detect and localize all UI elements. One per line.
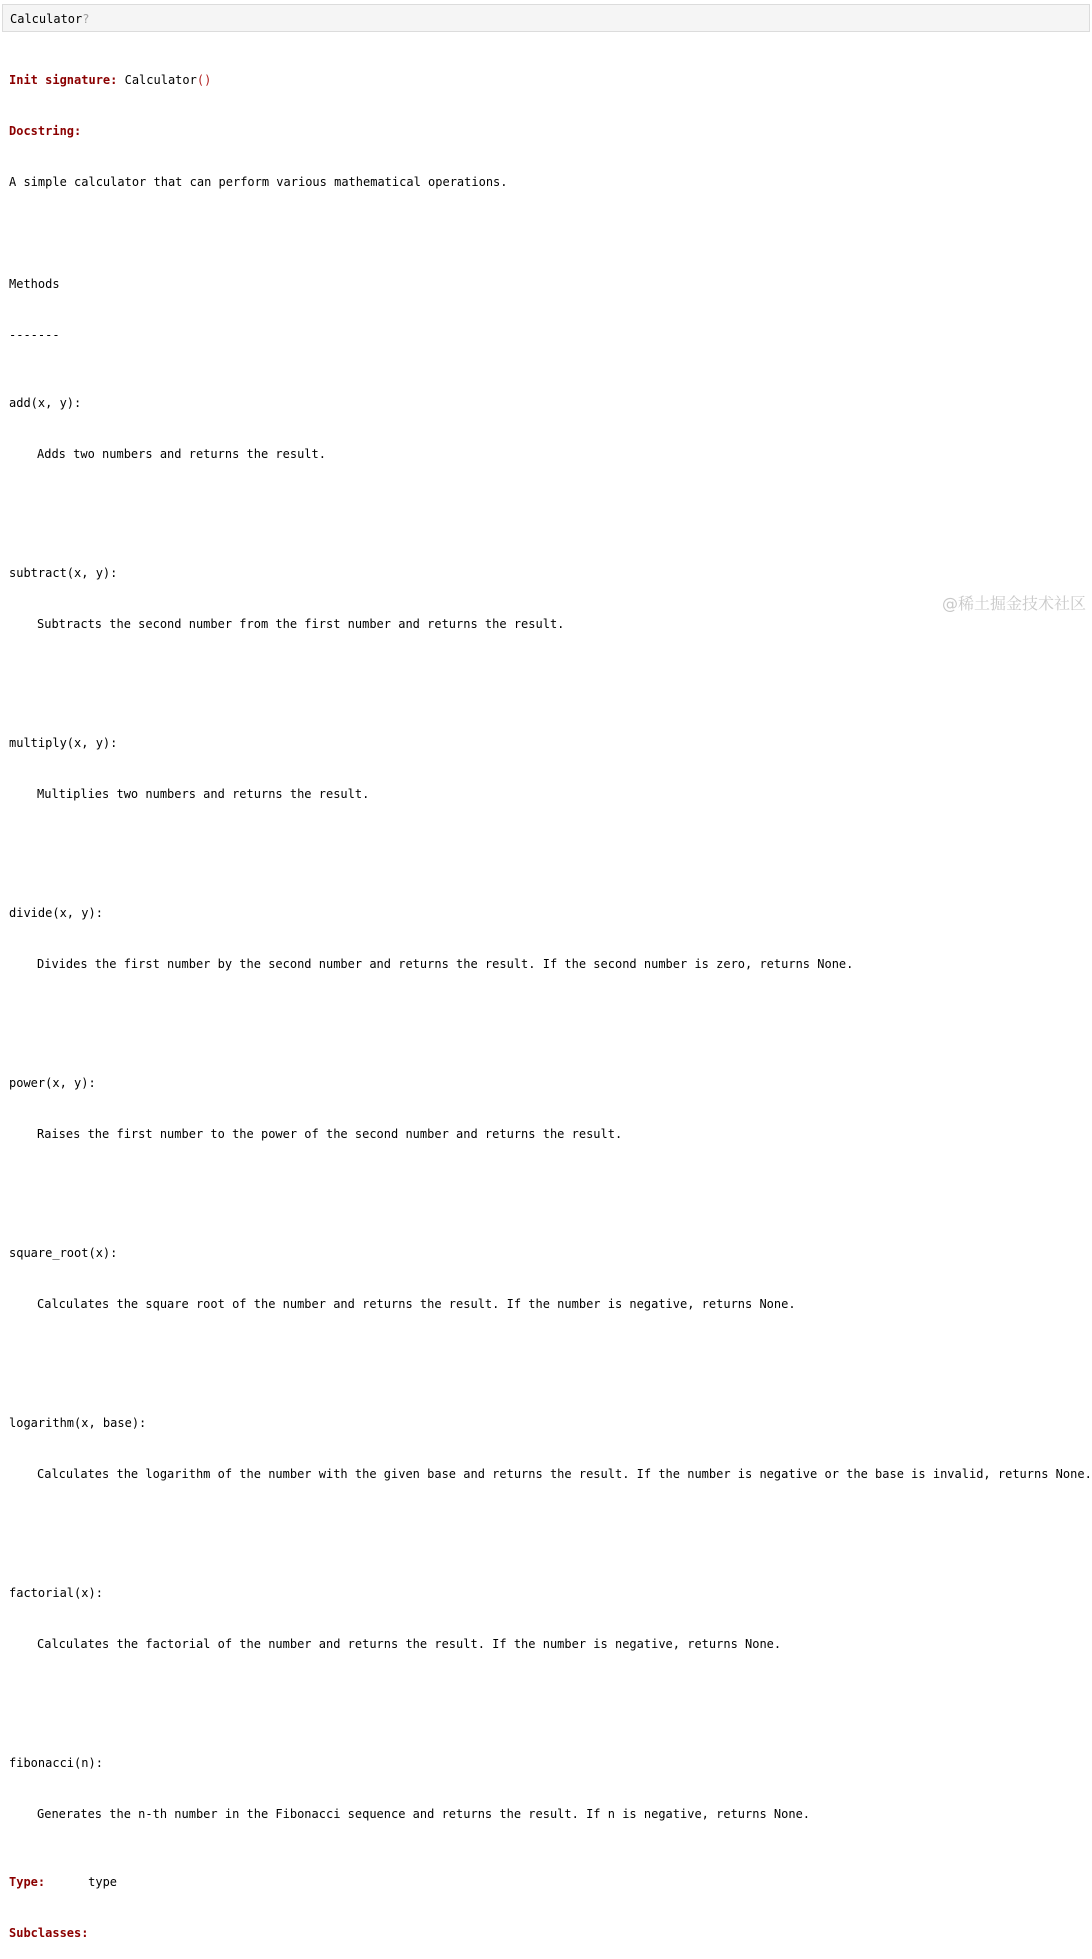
docstring-label-line: [9, 123, 1089, 140]
help-question-mark: ?: [82, 12, 90, 26]
help-output: [9, 38, 1092, 1959]
methods-heading: Methods: [9, 277, 60, 291]
method-signature-logarithm: logarithm(x, base):: [9, 1416, 147, 1430]
method-description-fibonacci: Generates the n-th number in the Fibonacci sequence and returns the result. If n is negative, returns None.: [37, 1807, 811, 1821]
type-label: Type:: [9, 1875, 46, 1889]
method-description-divide: Divides the first number by the second number and returns the result. If the second number is zero, returns None.: [37, 957, 854, 971]
init-signature-line: [9, 72, 1089, 89]
type-value: type: [88, 1875, 118, 1889]
method-signature-divide: divide(x, y):: [9, 906, 103, 920]
blank-line: [9, 667, 1089, 684]
method-signature-subtract: subtract(x, y):: [9, 566, 118, 580]
method-description-power: Raises the first number to the power of the second number and returns the result.: [37, 1127, 623, 1141]
subclasses-label: Subclasses:: [9, 1926, 89, 1940]
init-signature-parens: (): [196, 73, 212, 87]
docstring-label: Docstring:: [9, 124, 82, 138]
input-code-text: Calculator: [10, 12, 83, 26]
blank-line: [9, 1687, 1089, 1704]
method-signature-square-root: square_root(x):: [9, 1246, 118, 1260]
input-cell[interactable]: [2, 4, 1090, 32]
method-description-add: Adds two numbers and returns the result.: [37, 447, 326, 461]
init-signature-name: Calculator: [124, 73, 197, 87]
blank-line: [9, 225, 1089, 242]
method-description-subtract: Subtracts the second number from the first number and returns the result.: [37, 617, 565, 631]
method-signature-multiply: multiply(x, y):: [9, 736, 118, 750]
input-code[interactable]: [10, 11, 89, 27]
method-description-multiply: Multiplies two numbers and returns the result.: [37, 787, 370, 801]
method-signature-power: power(x, y):: [9, 1076, 96, 1090]
blank-line: [9, 497, 1089, 514]
blank-line: [9, 1177, 1089, 1194]
watermark: @稀土掘金技术社区: [941, 594, 1086, 613]
subclasses-line: [9, 1925, 1089, 1942]
method-description-factorial: Calculates the factorial of the number and returns the result. If the number is negative, returns None.: [37, 1637, 782, 1651]
blank-line: [9, 1517, 1089, 1534]
method-description-square-root: Calculates the square root of the number and returns the result. If the number is negative, returns None.: [37, 1297, 796, 1311]
type-line: [9, 1874, 1089, 1891]
blank-line: [9, 1347, 1089, 1364]
blank-line: [9, 1007, 1089, 1024]
method-signature-factorial: factorial(x):: [9, 1586, 103, 1600]
method-signature-fibonacci: fibonacci(n):: [9, 1756, 103, 1770]
docstring-summary: A simple calculator that can perform various mathematical operations.: [9, 175, 508, 189]
method-description-logarithm: Calculates the logarithm of the number with the given base and returns the result. If the number is negative or the base is invalid, returns None.: [37, 1467, 1092, 1481]
blank-line: [9, 837, 1089, 854]
method-signature-add: add(x, y):: [9, 396, 82, 410]
methods-rule: -------: [9, 328, 60, 342]
init-signature-label: Init signature:: [9, 73, 118, 87]
